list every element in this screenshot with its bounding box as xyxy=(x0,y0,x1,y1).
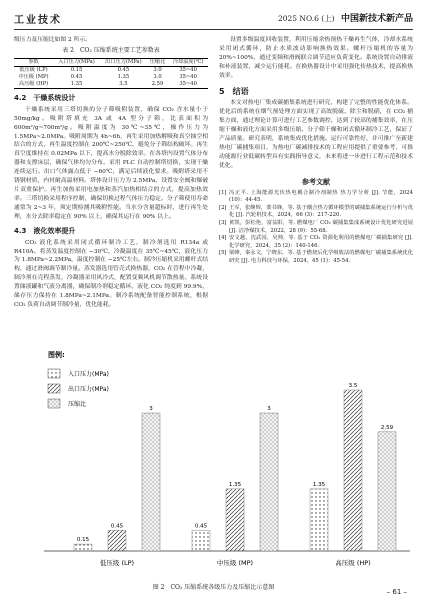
table-header-cell: 冷却温度(℃) xyxy=(168,58,208,66)
reference-number: [5] xyxy=(219,250,227,257)
bar-value-label: 2.59 xyxy=(380,424,394,431)
section-heading-4-3: 4.3 液化效率提升 xyxy=(14,226,76,235)
bar-compression-ratio xyxy=(142,413,160,551)
bar-compression-ratio xyxy=(260,413,278,551)
table-row xyxy=(14,74,208,81)
category-label: 中压级 (MP) xyxy=(216,559,254,567)
reference-text: 王军，张继辉，蒙书锋，等. 基于耦合热力循环模型的碳捕集系统运行分析与优化 [J]. 汽轮机技术，2024，66 (3)：217-220. xyxy=(229,204,413,219)
reference-number: [1] xyxy=(219,189,227,196)
reference-item xyxy=(219,220,413,235)
pressure-bar-chart xyxy=(14,347,413,575)
bar-outlet-pressure xyxy=(108,530,126,551)
header-rule xyxy=(14,29,413,30)
legend-swatch-outlet xyxy=(48,384,60,393)
table-cell: 中压级 (MP) xyxy=(18,73,49,80)
chart-bars xyxy=(74,383,396,567)
reference-text: 冯正平. 上海能源光伏热电耦合制冷剂制热 热力学分析 [J]. 节能，2024 (10)：44-45. xyxy=(229,189,413,204)
chart-legend xyxy=(48,350,109,408)
reference-number: [4] xyxy=(219,235,227,242)
bar-value-label: 3.5 xyxy=(348,383,358,389)
table-cell: 1.35 xyxy=(53,81,100,89)
table-cell: 0.15 xyxy=(70,66,83,73)
table-caption: 表 2 CO₂ 压缩系统主要工艺参数表 xyxy=(62,46,160,54)
table-cell: 35~40 xyxy=(168,81,208,89)
table-row xyxy=(14,81,208,89)
reference-number: [2] xyxy=(219,204,227,211)
issue-number: 2025 NO.6 (上) xyxy=(277,14,335,23)
right-column xyxy=(219,36,413,266)
table-row xyxy=(14,66,208,74)
category-label: 低压级 (LP) xyxy=(99,559,135,567)
table-cell: 1.35 xyxy=(117,73,130,80)
reference-item xyxy=(219,235,413,250)
table-cell: 高压级 (HP) xyxy=(14,81,53,89)
bar-value-label: 1.35 xyxy=(228,481,242,488)
bar-outlet-pressure xyxy=(344,390,362,551)
category-label: 高压级 (HP) xyxy=(335,559,371,567)
reference-item xyxy=(219,190,413,205)
paragraph-conclusion: 本文对热电厂集成碳捕集系统进行研究，构建了完整的性能优化体系。优化后的系统在烟气预处理方面实现了高效脱硫、除尘和脱硝，在 CO₂ 捕集方面，通过理论计算可进行工艺参数调控，达到了较高的捕集效率，在压缩干燥和液化方面采用多级压缩、分子筛干燥和闭式循环制冷工艺，保证了产品质量。研究表明，系统集成优化措施、运行可靠性好，并可推广至新建热电厂碳捕集项目，为热电厂碳减排技术的工程应用提供了重要参考，可推动能源行业低碳转型具有实践指导意义，未来将进一步进行工程示范和技术优化。 xyxy=(219,100,413,169)
figure-caption: 图 2 CO₂ 压缩系统各级压力及压缩比示意图 xyxy=(152,584,275,591)
table-cell: 3.0 xyxy=(153,73,162,80)
reference-text: 安文越，沈武园，吴帅，等. 基于 CO₂ 资源化利用的燃煤电厂碳捕集研究 [J]. 化学研究，2024，35 (2)：140-146. xyxy=(229,235,413,249)
section-label: 工业技术 xyxy=(14,15,62,26)
table-cell: 3.5 xyxy=(100,81,147,89)
bar-inlet-pressure xyxy=(192,530,210,551)
journal-info xyxy=(278,11,413,24)
legend-label-inlet: 入口压力(MPa) xyxy=(68,371,109,378)
bar-value-label: 0.15 xyxy=(76,537,90,544)
table-cell: 0.45 xyxy=(70,73,83,80)
bar-outlet-pressure xyxy=(226,489,244,551)
legend-label-ratio: 压缩比 xyxy=(68,401,87,408)
reference-text: 黄凯，彭松艳，富益阳，等. 燃煤电厂 CO₂ 碳捕集集成系统设计优化研究进展 [J]. 洁净煤技术，2022，28 (9)：55-68. xyxy=(229,219,413,234)
bar-compression-ratio xyxy=(378,432,396,551)
table-cell: 35~40 xyxy=(179,73,197,80)
legend-title: 图例: xyxy=(48,351,65,359)
reference-text: 梁峰，秦永文，宁晓东，等. 基于燃烧后化学吸收法的燃煤电厂碳捕集系统优化研究 [J]. 电力科技与环保，2024，45 (1)：45-54. xyxy=(229,250,413,264)
bar-value-label: 0.45 xyxy=(110,523,124,530)
journal-name: 中国新技术新产品 xyxy=(340,14,413,24)
section-heading-conclusion: 5 结语 xyxy=(219,86,249,96)
paragraph-continued: 设置多级温度回收装置，利用压缩余热预热干燥再生气体，冷却水系统采用闭式循环，防止水质波动影响换热效果。螺杆压缩机的容量为 20%~100%，通过变频和滑阀联合调节适应负荷变化。系统设置自动排液和补液装置，减少运行能耗。在换热器设计中采用强化传热技术，提高换热效率。 xyxy=(219,37,413,79)
references-heading: 参考文献 xyxy=(302,177,330,186)
table-header-row xyxy=(14,58,208,66)
table-header-cell: 参数 xyxy=(14,58,53,66)
reference-item xyxy=(219,205,413,220)
left-column xyxy=(14,36,208,310)
parameter-table xyxy=(14,58,208,89)
legend-swatch-inlet xyxy=(48,369,60,378)
reference-item xyxy=(219,250,413,265)
bar-inlet-pressure xyxy=(310,489,328,551)
table-cell: 2.59 xyxy=(147,81,168,89)
table-header-cell: 出口压力(MPa) xyxy=(100,58,147,66)
table-cell: 35~40 xyxy=(179,66,197,73)
bar-value-label: 1.35 xyxy=(312,481,326,488)
legend-label-outlet: 出口压力(MPa) xyxy=(68,386,109,393)
table-cell: 低压级 (LP) xyxy=(19,66,48,73)
table-intro-text: 级压力及压缩比如图 2 所示。 xyxy=(14,37,91,43)
table-cell: 0.45 xyxy=(117,66,130,73)
page-header xyxy=(0,0,427,34)
legend-swatch-ratio xyxy=(48,399,60,408)
paragraph-liquefaction: CO₂ 液化系统采用闭式循环制冷工艺，制冷剂选用 R134a 或 R410A。将蒸发温度控制在 −30℃，冷凝温度在 35℃~45℃，液化压力为 1.8MPa~2.2MPa，温度控制在 −25℃左右。制冷压缩机采用螺杆式结构，通过滑阀调节制冷量。蒸发器选用管壳式换热器，CO₂ 在管程中冷凝，制冷剂在壳程蒸发，冷凝器采用风冷式，配置变频风机调节散热量。系统设置储液罐和气液分离器，确保制冷剂稳定循环。液化 CO₂ 纯度到 99.9%，储存压力保持在 1.8MPa~2.1MPa。制冷系统配备智能控制系统，根据 CO₂ 负荷自动调节制冷量，优化能耗。 xyxy=(14,239,208,308)
section-heading-4-2: 4.2 干燥系统设计 xyxy=(14,93,76,102)
bar-value-label: 3 xyxy=(267,406,271,412)
bar-value-label: 0.45 xyxy=(194,523,208,530)
bar-inlet-pressure xyxy=(74,544,92,551)
paragraph-drying: 干燥系统采用三塔切换的分子筛吸附装置，确保 CO₂ 含水量小于 50mg/kg。吸附塔填充 3A 或 4A 型分子筛，比表面积为 600m²/g~700m²/g。吸附温度为 30℃~35℃，操作压力为 1.5MPa~2.0MPa。吸附周期为 4h~6h，再生采用加热解吸和真空抽空相结合的方式，再生温度控制在 200℃~250℃，避免分子筛结构破坏。再生真空度维持在 0.02MPa 以下，提高水分脱除效率。在各塔内设置气体分布器和支撑床层，确保气体均匀分布。采用 PLC 自动控制塔切换，实现干燥连续运行。出口气体露点低于 −60℃，满足后续液化要求。吸附塔采用不锈钢材质，内衬耐高温材料。塔体设计压力为 2.5MPa，设置安全阀和爆破片双重保护。再生加热采用电加热和蒸汽加热相结合的方式，提高加热效率。三塔切换采用程序控制，确保切换过程气体压力稳定。分子筛使用寿命通常为 2~3 年，须定期检测其吸附性能。当水分含量超标时，进行再生处理，水分去除率稳定在 90% 以上，确保其运行在 90% 以上。 xyxy=(14,106,208,220)
table-cell: 3.0 xyxy=(153,66,162,73)
bar-value-label: 3 xyxy=(149,406,153,412)
page-number: – 61 – xyxy=(386,588,407,596)
reference-number: [3] xyxy=(219,219,227,226)
table-header-cell: 压缩比 xyxy=(147,58,168,66)
table-header-cell: 入口压力(MPa) xyxy=(53,58,100,66)
